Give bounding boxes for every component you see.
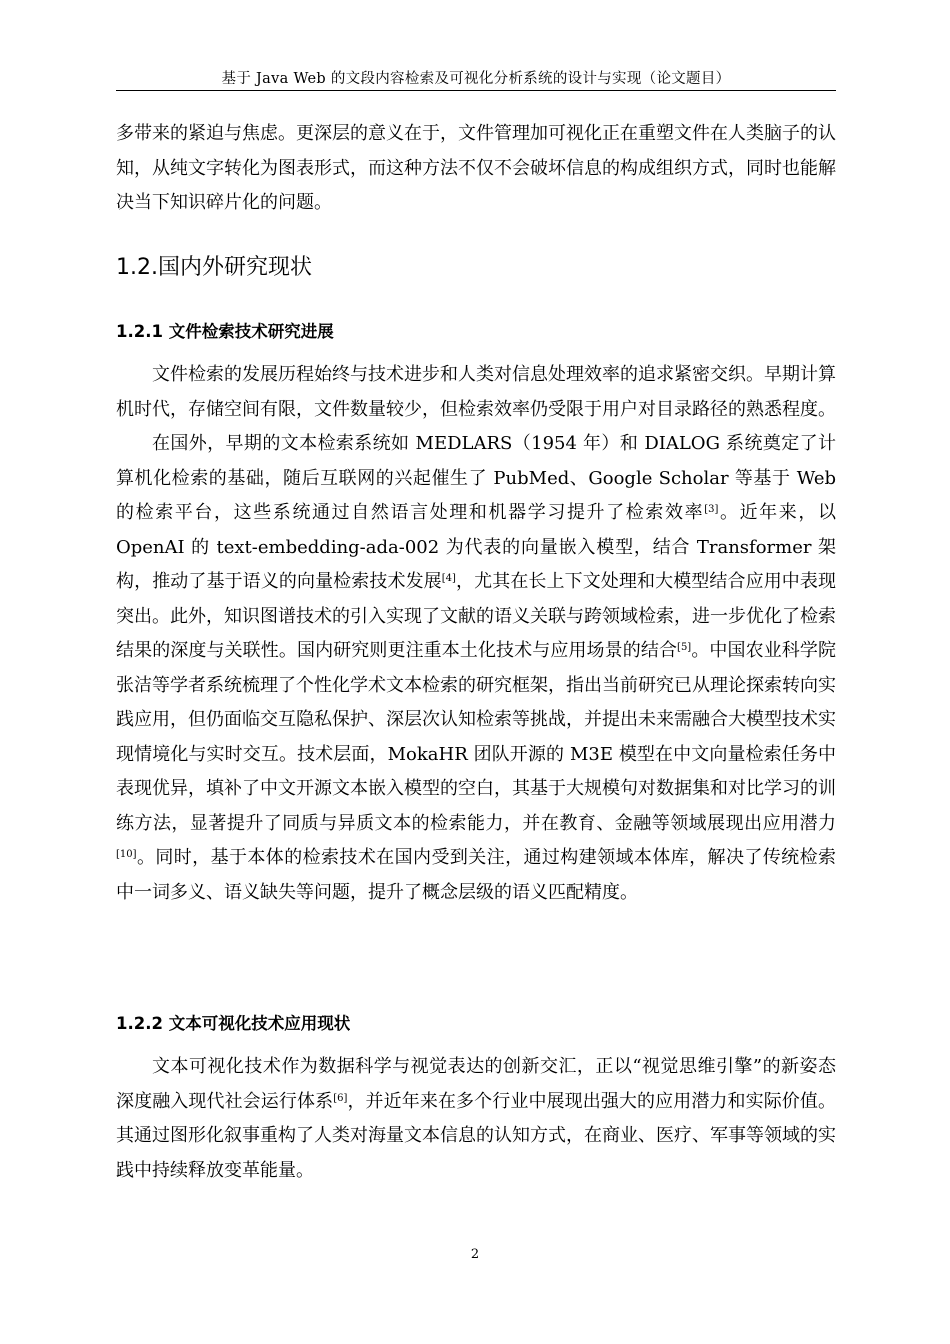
paragraph-research-status xyxy=(116,427,836,910)
paragraph-visualization xyxy=(116,1050,836,1188)
text-segment: ，并近年来在多个行业中展现出强大的应用潜力和实际价值。其通过图形化叙事重构了人类对海量文本信息的认知方式，在商业、医疗、军事等领域的实践中持续释放变革能量。 xyxy=(116,1090,837,1181)
citation-ref: [10] xyxy=(116,849,137,860)
text-visualization-body xyxy=(116,1050,836,1188)
text-segment: 在国外，早期的文本检索系统如 MEDLARS（1954 年）和 DIALOG 系统奠定了计算机化检索的基础，随后互联网的兴起催生了 PubMed、Google Scholar 等基于 Web 的检索平台，这些系统通过自然语言处理和机器学习提升了检索效率 xyxy=(116,433,836,523)
page-number: 2 xyxy=(470,1247,480,1262)
subsection-heading-file-retrieval: 1.2.1 文件检索技术研究进展 xyxy=(116,322,334,341)
citation-ref: [3] xyxy=(704,504,719,515)
paragraph-history: 文件检索的发展历程始终与技术进步和人类对信息处理效率的追求紧密交织。早期计算机时代，存储空间有限，文件数量较少，但检索效率仍受限于用户对目录路径的熟悉程度。 xyxy=(116,364,836,420)
file-retrieval-body xyxy=(116,358,836,910)
subsection-heading-text-visualization: 1.2.2 文本可视化技术应用现状 xyxy=(116,1014,351,1033)
text-segment: 。近年来，以 OpenAI 的 text-embedding-ada-002 为代表的向量嵌入模型，结合 Transformer 架构，推动了基于语义的向量检索技术发展 xyxy=(116,502,836,592)
text-segment: ，尤其在长上下文处理和大模型结合应用中表现突出。此外，知识图谱技术的引入实现了文献的语义关联与跨领域检索，进一步优化了检索结果的深度与关联性。国内研究则更注重本土化技术与应用场景的结合 xyxy=(116,571,836,661)
section-heading: 1.2.国内外研究现状 xyxy=(116,255,312,280)
text-segment: 文本可视化技术作为数据科学与视觉表达的创新交汇，正以“视觉思维引擎”的新姿态深度融入现代社会运行体系 xyxy=(116,1056,836,1112)
citation-ref: [5] xyxy=(677,642,692,653)
citation-ref: [4] xyxy=(441,573,456,584)
page-header xyxy=(116,64,836,91)
citation-ref: [6] xyxy=(333,1092,348,1104)
thesis-title-header: 基于 Java Web 的文段内容检索及可视化分析系统的设计与实现（论文题目） xyxy=(221,71,731,87)
intro-paragraph-block xyxy=(116,117,836,221)
text-segment: 。同时，基于本体的检索技术在国内受到关注，通过构建领域本体库，解决了传统检索中一词多义、语义缺失等问题，提升了概念层级的语义匹配精度。 xyxy=(116,847,836,903)
text-segment: 。中国农业科学院张洁等学者系统梳理了个性化学术文本检索的研究框架，指出当前研究已从理论探索转向实践应用，但仍面临交互隐私保护、深层次认知检索等挑战，并提出未来需融合大模型技术实现情境化与实时交互。技术层面，MokaHR 团队开源的 M3E 模型在中文向量检索任务中表现优异，填补了中文开源文本嵌入模型的空白，其基于大规模句对数据集和对比学习的训练方法，显著提升了同质与异质文本的检索能力，并在教育、金融等领域展现出应用潜力 xyxy=(116,640,837,834)
intro-paragraph: 多带来的紧迫与焦虑。更深层的意义在于，文件管理加可视化正在重塑文件在人类脑子的认知，从纯文字转化为图表形式，而这种方法不仅不会破坏信息的构成组织方式，同时也能解决当下知识碎片化的问题。 xyxy=(116,123,836,213)
